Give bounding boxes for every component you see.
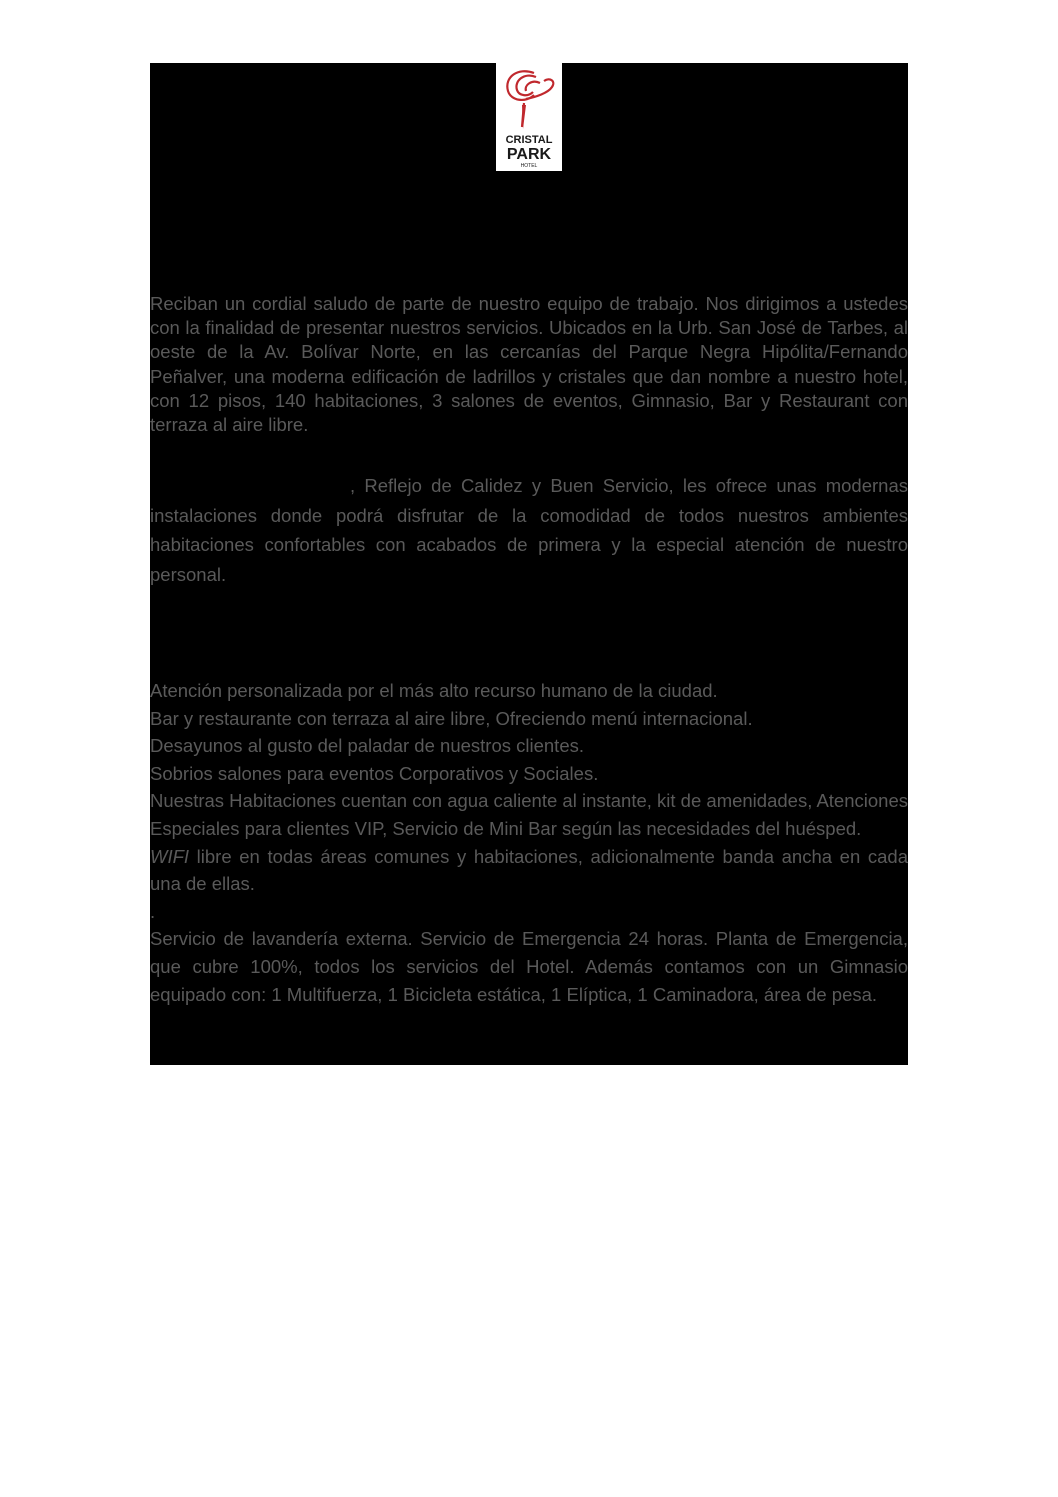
wifi-text: libre en todas áreas comunes y habitaciones, adicionalmente banda ancha en cada una de ellas. [150, 845, 908, 895]
hotel-logo-graphic [496, 63, 562, 171]
reflejo-text: , Reflejo de Calidez y Buen Servicio, les ofrece unas modernas instalaciones donde podrá disfrutar de la comodidad de todos nuestros ambientes habitaciones confortables con acabados de primera y la especial atención de nuestro personal. [150, 475, 908, 585]
services-list [150, 677, 908, 1008]
document-page-block [150, 63, 908, 1065]
reflejo-text-line [150, 471, 908, 589]
logo-line-park: PARK [506, 146, 552, 163]
intro-text: Reciban un cordial saludo de parte de nuestro equipo de trabajo. Nos dirigimos a ustedes con la finalidad de presentar nuestros servicios. Ubicados en la Urb. San José de Tarbes, al oeste de la Av. Bolívar Norte, en las cercanías del Parque Negra Hipólita/Fernando Peñalver, una moderna edificación de ladrillos y cristales que dan nombre a nuestro hotel, con 12 pisos, 140 habitaciones, 3 salones de eventos, Gimnasio, Bar y Restaurant con terraza al aire libre. [150, 293, 908, 436]
hotel-logo [496, 63, 562, 171]
service-item-wifi [150, 843, 908, 898]
service-item: Atención personalizada por el más alto recurso humano de la ciudad. [150, 680, 718, 701]
service-item: Desayunos al gusto del paladar de nuestros clientes. [150, 735, 584, 757]
wifi-label: WIFI [150, 845, 190, 867]
logo-line-cristal: CRISTAL [505, 134, 553, 146]
service-item: Nuestras Habitaciones cuentan con agua caliente al instante, kit de amenidades, Atenciones Especiales para clientes VIP, Servicio de Mini Bar según las necesidades del huésped. [150, 790, 908, 839]
service-item: Bar y restaurante con terraza al aire libre, Ofreciendo menú internacional. [150, 707, 753, 729]
intro-paragraph [150, 292, 908, 437]
service-item: Servicio de lavandería externa. Servicio de Emergencia 24 horas. Planta de Emergencia, que cubre 100%, todos los servicios del Hotel. Además contamos con un Gimnasio equipado con: 1 Multifuerza, 1 Bicicleta estática, 1 Elíptica, 1 Caminadora, área de pesa. [150, 928, 908, 1005]
service-item: . [150, 900, 156, 922]
service-item: Sobrios salones para eventos Corporativos y Sociales. [150, 762, 599, 784]
logo-line-hotel: HOTEL [520, 163, 538, 169]
reflejo-paragraph [150, 471, 908, 589]
